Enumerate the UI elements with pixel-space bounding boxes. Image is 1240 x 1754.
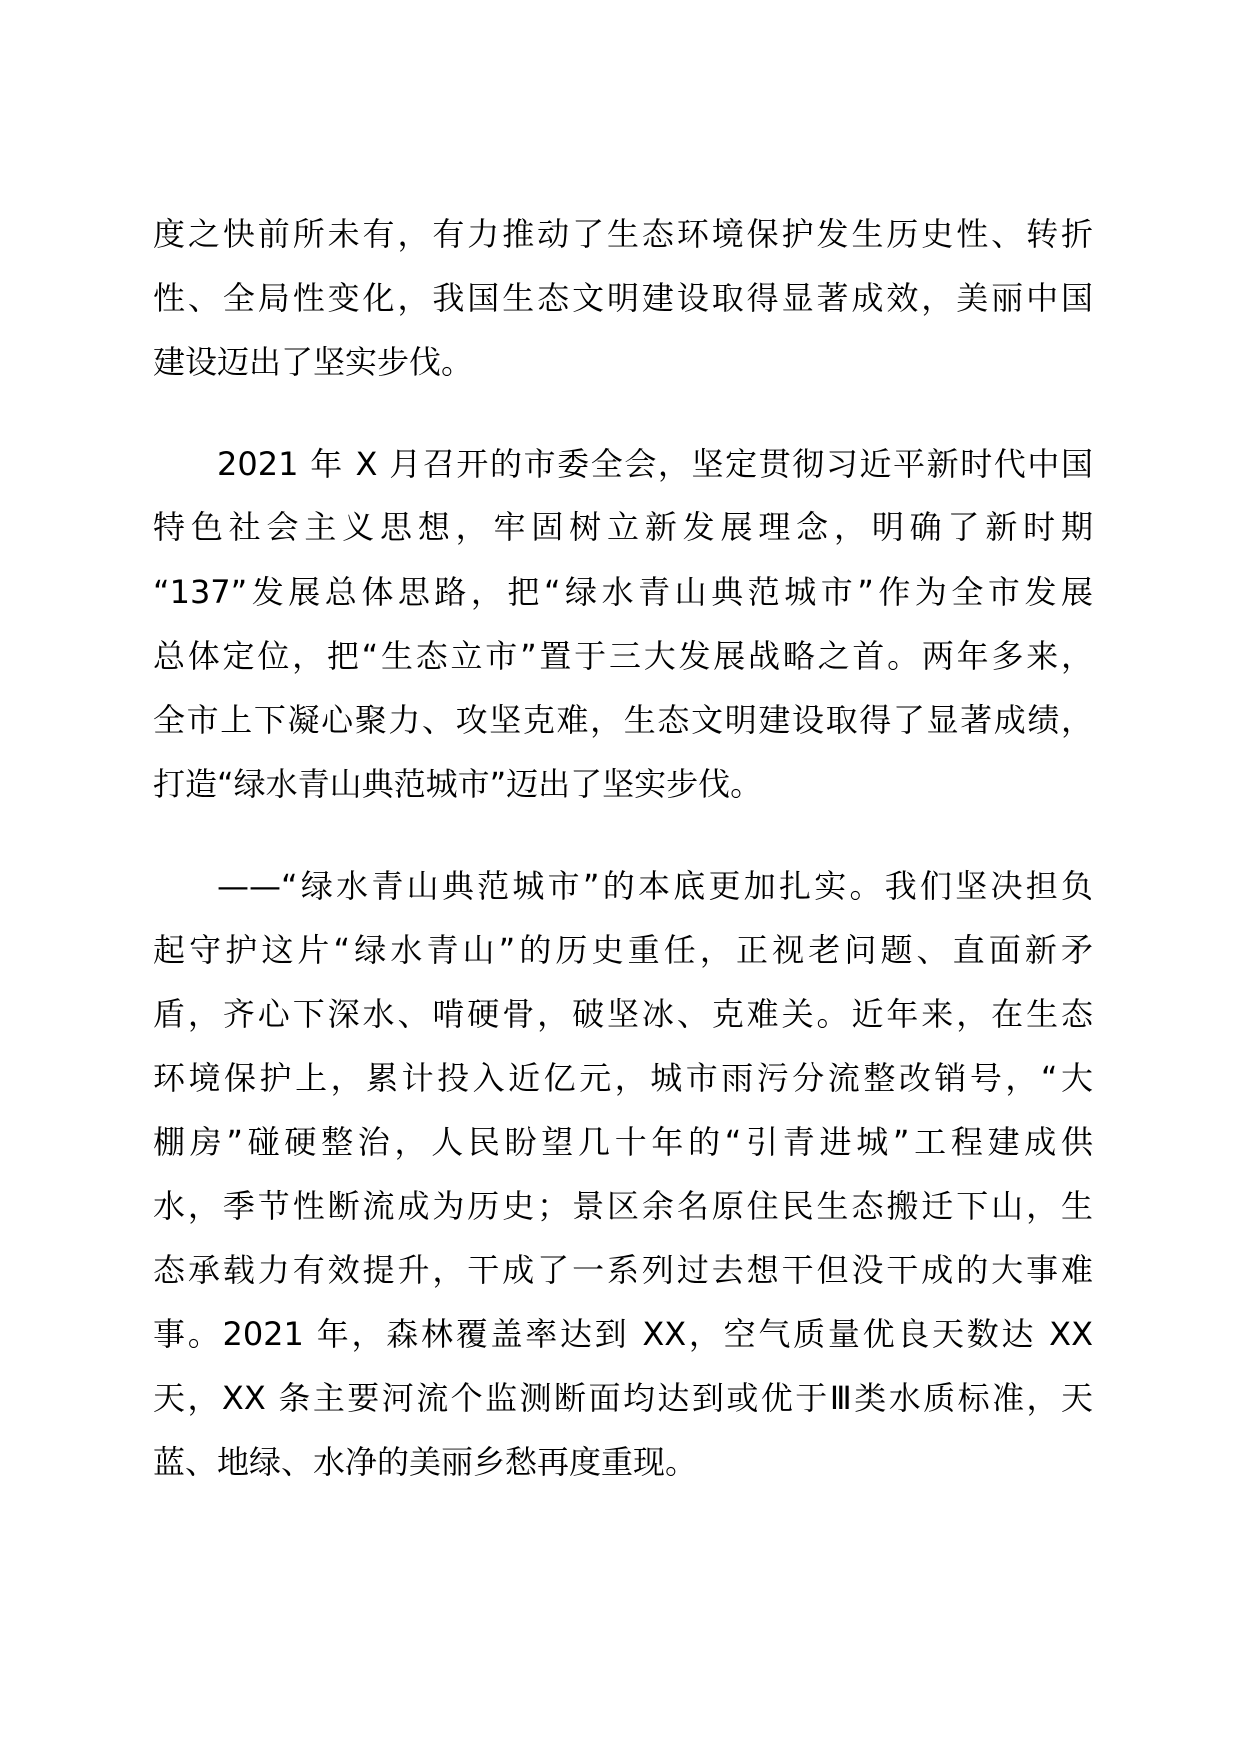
paragraph-3-line-2: 起守护这片“绿水青山”的历史重任，正视老问题、直面新矛 (153, 931, 1093, 969)
paragraph-2-line-5: 全市上下凝心聚力、攻坚克难，生态文明建设取得了显著成绩， (153, 701, 1093, 739)
paragraph-2-line-4: 总体定位，把“生态立市”置于三大发展战略之首。两年多来， (153, 637, 1093, 675)
paragraph-3-line-1: ——“绿水青山典范城市”的本底更加扎实。我们坚决担负 (217, 867, 1093, 905)
paragraph-1-line-3: 建设迈出了坚实步伐。 (153, 343, 474, 381)
paragraph-2-line-2: 特色社会主义思想，牢固树立新发展理念，明确了新时期 (153, 508, 1093, 546)
paragraph-3-line-7: 态承载力有效提升，干成了一系列过去想干但没干成的大事难 (153, 1251, 1093, 1289)
paragraph-3-line-9: 天，XX 条主要河流个监测断面均达到或优于Ⅲ类水质标准，天 (153, 1379, 1093, 1417)
paragraph-3-line-5: 棚房”碰硬整治，人民盼望几十年的“引青进城”工程建成供 (153, 1123, 1093, 1161)
paragraph-3-line-4: 环境保护上，累计投入近亿元，城市雨污分流整改销号，“大 (153, 1059, 1093, 1097)
paragraph-2-line-1: 2021 年 X 月召开的市委全会，坚定贯彻习近平新时代中国 (217, 445, 1093, 483)
paragraph-1-line-2: 性、全局性变化，我国生态文明建设取得显著成效，美丽中国 (153, 279, 1093, 317)
paragraph-3-line-10: 蓝、地绿、水净的美丽乡愁再度重现。 (153, 1443, 698, 1481)
paragraph-3-line-6: 水，季节性断流成为历史；景区余名原住民生态搬迁下山，生 (153, 1187, 1093, 1225)
paragraph-3-line-3: 盾，齐心下深水、啃硬骨，破坚冰、克难关。近年来，在生态 (153, 995, 1093, 1033)
paragraph-1-line-1: 度之快前所未有，有力推动了生态环境保护发生历史性、转折 (153, 215, 1093, 253)
paragraph-3-line-8: 事。2021 年，森林覆盖率达到 XX，空气质量优良天数达 XX (153, 1315, 1093, 1353)
paragraph-2-line-6: 打造“绿水青山典范城市”迈出了坚实步伐。 (153, 765, 763, 803)
paragraph-2-line-3: “137”发展总体思路，把“绿水青山典范城市”作为全市发展 (153, 573, 1093, 611)
